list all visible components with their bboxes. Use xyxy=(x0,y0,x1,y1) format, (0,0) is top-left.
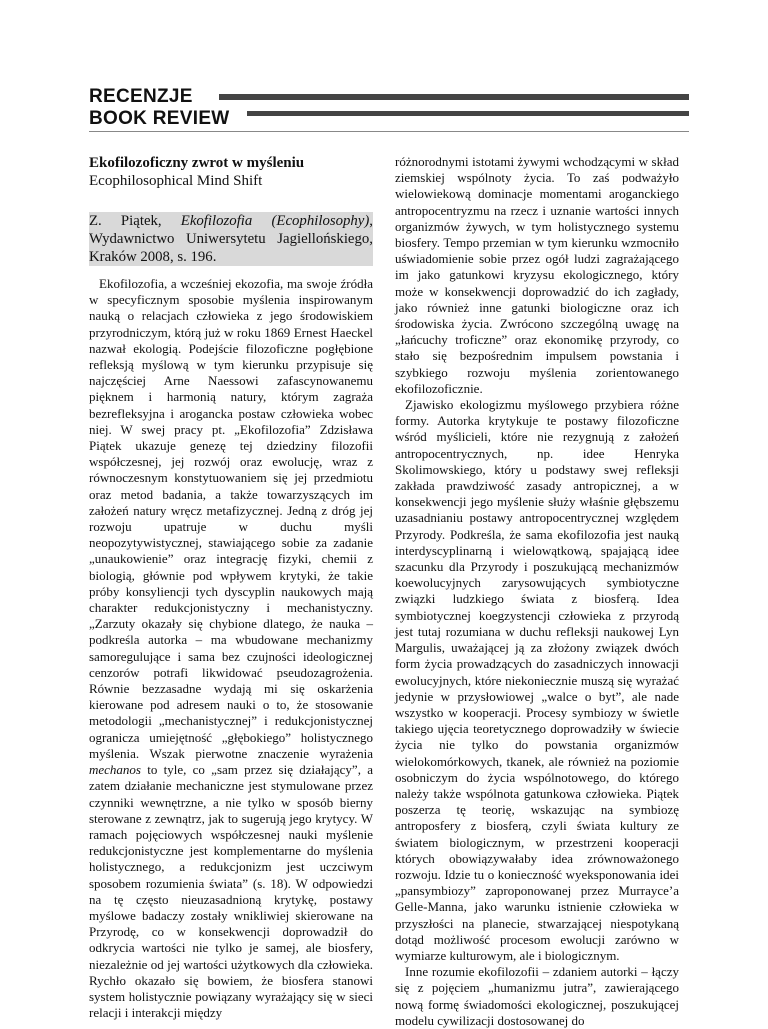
reference-publisher: , Wydawnictwo Uniwersytetu Jagiellońskiego, Kraków 2008, s. 196. xyxy=(89,213,373,265)
section-header xyxy=(89,86,689,130)
body-paragraph: różnorodnymi istotami żywymi wchodzącymi w skład ziemskiej wspólnoty życia. To zaś podważyło wielowiekową dominacje momentami aroganckiego antropocentryzmu na rzecz i uznanie wartości innych organizmów żywych, w tym holistycznego systemu biosfery. Tempo przemian w tym kierunku wzmocniło uświadomienie sobie przez ogół ludzi zagrażającego im jako gatunkowi kryzysu ekologicznego, który może w konsekwencji doprowadzić do ich zagłady, jako również inne gatunki biologiczne oraz ich środowiska życia. Zwrócono szczególną uwagę na „łańcuchy troficzne” oraz ekonomikę przyrody, co stało się bezpośrednim impulsem powstania i szybkiego rozwoju myślenia zorientowanego ekofilozoficznie. xyxy=(395,154,679,396)
section-label-pl: RECENZJE xyxy=(89,86,193,107)
reference-book-title: Ekofilozofia (Ecophilosophy) xyxy=(180,213,370,229)
paragraph-text: to tyle, co „sam przez się działający”, a zatem działanie mechaniczne jest stymulowane przez czynniki wewnętrzne, a nie tylko w sposób bierny sterowane z zewnątrz, jak to sugerują jego krytycy. W ramach pojęciowych współczesnej nauki myślenie redukcjonistyczne jest komplementarne do myślenia holistycznego, a redukcjonizm jest uczciwym sposobem rozumienia świata” (s. 18). W odpowiedzi na tę często nieuzasadnioną krytykę, postawy myślowe badaczy zostały wnikliwiej skierowane na Przyrodę, co w konsekwencji doprowadził do odkrycia wartości nie tylko je samej, ale biosfery, niezależnie od jej wartości użytkowych dla człowieka. Rychło okazało się bowiem, że biosfera stanowi system holistycznie powiązany wyrażający się w sieci relacji i interakcji między xyxy=(89,762,373,1021)
reference-author: Z. Piątek, xyxy=(89,213,181,229)
header-rule-lower xyxy=(247,111,689,116)
body-paragraph xyxy=(89,276,373,1021)
body-paragraph: Inne rozumie ekofilozofii – zdaniem autorki – łączy się z pojęciem „humanizmu jutra”, zawierającego nową formę świadomości ekologicznej, poszukującej modelu cywilizacji dostosowanej do xyxy=(395,964,679,1028)
article-subtitle: Ecophilosophical Mind Shift xyxy=(89,173,263,189)
body-paragraph: Zjawisko ekologizmu myślowego przybiera różne formy. Autorka krytykuje te postawy filozoficzne wśród myślicieli, które nie rezygnują z założeń antropocentrycznych, np. idee Henryka Skolimowskiego, który u podstawy swej refleksji zakłada prawdziwość zasady antropicznej, a w konsekwencji jego myślenie służy właśnie głębszemu uzasadnianiu postawy antropocentrycznej względem Przyrody. Podkreśla, że sama ekofilozofia jest nauką interdyscyplinarną i wielowątkową, spajającą idee szacunku dla Przyrody i poszukującą mechanizmów koewolucyjnych zarysowujących symbiotyczne związki ludzkiego świata z biosferą. Idea symbiotycznej koegzystencji człowieka z przyrodą jest tutaj rozumiana w duchu refleksji naukowej Lyn Margulis, uważającej ją za złożony związek dwóch form życia prowadzących do zasadniczych innowacji ewolucyjnych, które niekoniecznie muszą się wyrażać jedynie w przysłowiowej „walce o byt”, ale nade wszystko w kooperacji. Procesy symbiozy w świetle takiego ujęcia teoretycznego doprowadziły w świecie życia nie tylko do powstania organizmów wielokomórkowych, tkanek, ale również na poziomie osobniczym do życia wspólnotowego, do którego należy także wspólnota gatunkowa człowieka. Piątek poszerza tę teorię, wskazując na symbiozę antroposfery z biosferą, czyli świata kultury ze światem biologicznym, w przestrzeni kooperacji których obowiązywałaby idea zrównoważonego rozwoju. Idzie tu o konieczność wyeksponowania idei „pansymbiozy” zaproponowanej przez Murrayce’a Gelle-Manna, jako warunku istnienie człowieka w przyszłości na planecie, stwarzającej niespotykaną dotąd możliwość procesom ewolucji zarówno w wymiarze kulturowym, ale i biologicznym. xyxy=(395,397,679,963)
article-title: Ekofilozoficzny zwrot w myśleniu xyxy=(89,155,305,171)
book-reference xyxy=(89,212,373,266)
right-column xyxy=(395,154,679,1029)
left-column xyxy=(89,154,373,1021)
paragraph-text: Ekofilozofia, a wcześniej ekozofia, ma swoje źródła w specyficznym sposobie myślenia inspirowanym nauką o relacjach człowieka z jego środowiskiem przyrodniczym, którą już w roku 1869 Ernest Haeckel nazwał ekologią. Podejście filozoficzne pogłębione refleksją myślową w tym kierunku przypisuje się najczęściej Arne Naessowi zafascynowanemu pięknem i harmonią natury, którym zagraża bezrefleksyjna i arogancka postaw człowieka wobec niej. W swej pracy pt. „Ekofilozofia” Zdzisława Piątek ukazuje genezę tej dziedziny filozofii współczesnej, jej rozwój oraz ewolucję, wraz z równoczesnym konstytuowaniem się jej przedmiotu oraz metod badania, a także towarzyszących im założeń natury wręcz metafizycznej. Jedną z dróg jej rozwoju upatruje w duchu myśli neopozytywistycznej, stawiającego sobie za zadanie „unaukowienie” oraz integrację fizyki, chemii z biologią, głównie pod wpływem krytyki, że takie próby konsyliencji tych dyscyplin naukowych mają charakter redukcjonistyczny i mechanistyczny. „Zarzuty okazały się chybione dlatego, że nauka – podkreśla autorka – ma wbudowane mechanizmy samoregulujące i sama bez czujności ideologicznej cenzorów potrafi likwidować pseudozagrożenia. Równie bezzasadne wydają mi się oskarżenia kierowane pod adresem nauki o to, że stosowanie metodologii „mechanistycznej” i redukcjonistycznej ogranicza umiejętność „głębokiego” holistycznego myślenia. Wszak pierwotne znaczenie wyrażenia xyxy=(89,276,373,761)
paragraph-italic-term: mechanos xyxy=(89,762,141,778)
header-rule-upper xyxy=(219,94,689,100)
section-label-en: BOOK REVIEW xyxy=(89,108,230,129)
header-rule-bottom xyxy=(89,131,689,132)
